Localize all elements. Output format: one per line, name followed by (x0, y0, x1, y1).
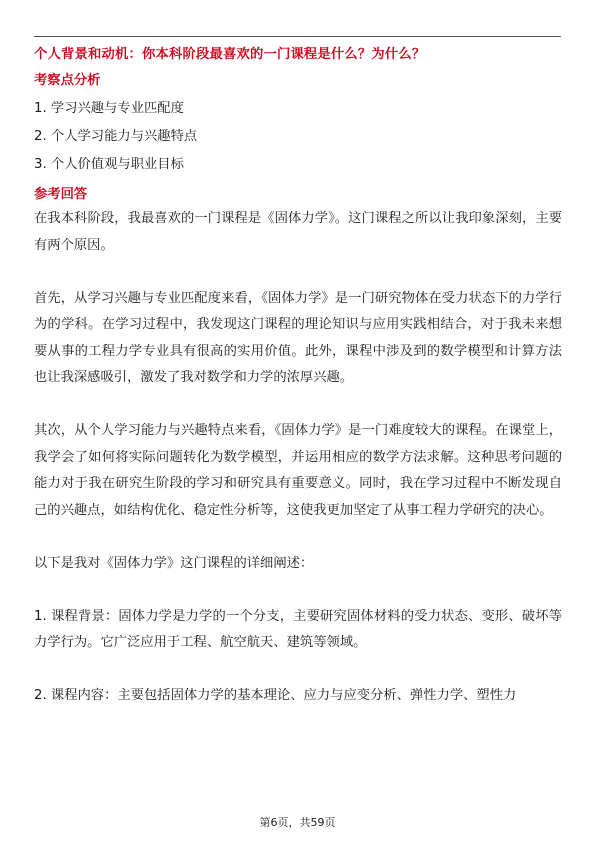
question-title: 个人背景和动机：你本科阶段最喜欢的一门课程是什么？为什么？ (34, 47, 426, 62)
answer-paragraph-5: 1. 课程背景：固体力学是力学的一个分支，主要研究固体材料的受力状态、变形、破坏等力学行为。它广泛应用于工程、航空航天、建筑等领域。 (34, 608, 562, 650)
header-rule (34, 36, 561, 37)
answer-heading: 参考回答 (34, 187, 88, 202)
answer-paragraph-1: 在我本科阶段，我最喜欢的一门课程是《固体力学》。这门课程之所以让我印象深刻，主要有两个原因。 (34, 211, 562, 253)
page-content (34, 44, 562, 710)
analysis-point-2: 2. 个人学习能力与兴趣特点 (34, 129, 198, 144)
answer-paragraph-3: 其次，从个人学习能力与兴趣特点来看，《固体力学》是一门难度较大的课程。在课堂上，我学会了如何将实际问题转化为数学模型，并运用相应的数学方法求解。这种思考问题的能力对于我在研究生阶段的学习和研究具有重要意义。同时，我在学习过程中不断发现自己的兴趣点，如结构优化、稳定性分析等，这使我更加坚定了从事工程力学研究的决心。 (34, 423, 562, 518)
page-footer: 第6页，共59页 (259, 816, 336, 829)
analysis-heading: 考察点分析 (34, 73, 101, 88)
answer-paragraph-6: 2. 课程内容：主要包括固体力学的基本理论、应力与应变分析、弹性力学、塑性力 (34, 688, 517, 703)
analysis-point-1: 1. 学习兴趣与专业匹配度 (34, 101, 184, 116)
answer-paragraph-4: 以下是我对《固体力学》这门课程的详细阐述： (34, 555, 314, 571)
answer-paragraph-2: 首先，从学习兴趣与专业匹配度来看，《固体力学》是一门研究物体在受力状态下的力学行为的学科。在学习过程中，我发现这门课程的理论知识与应用实践相结合，对于我未来想要从事的工程力学专业具有很高的实用价值。此外，课程中涉及到的数学模型和计算方法也让我深感吸引，激发了我对数学和力学的浓厚兴趣。 (34, 290, 562, 385)
analysis-point-3: 3. 个人价值观与职业目标 (34, 157, 184, 172)
